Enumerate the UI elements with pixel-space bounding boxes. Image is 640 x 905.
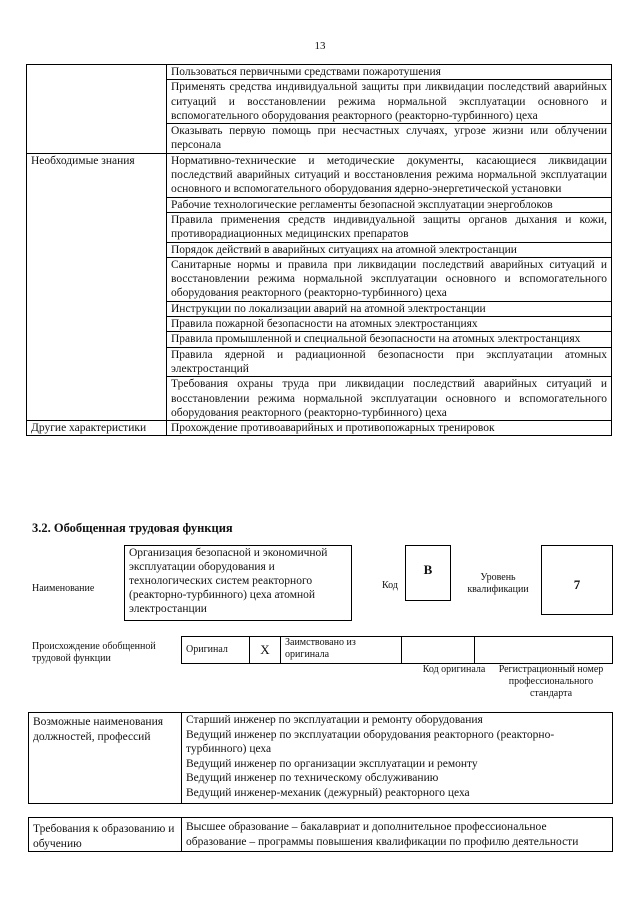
table-cell: Санитарные нормы и правила при ликвидации последствий аварийных ситуаций и восстановлении режима нормальной эксплуатации основного и вспомогательного оборудования реакторного (реакторно-турбинного) цеха: [167, 257, 612, 301]
table-cell: Пользоваться первичными средствами пожаротушения: [167, 65, 612, 80]
row-label-other: Другие характеристики: [27, 421, 167, 436]
section-heading: 3.2. Обобщенная трудовая функция: [32, 521, 233, 535]
origin-label: Происхождение обобщенной трудовой функции: [32, 641, 156, 664]
education-table: [28, 817, 613, 852]
position-item: Ведущий инженер-механик (дежурный) реакторного цеха: [182, 786, 613, 803]
level-value: 7: [573, 577, 581, 592]
original-code-cell: [402, 637, 475, 664]
original-label: Оригинал: [182, 637, 250, 664]
position-item: Ведущий инженер по эксплуатации оборудования реакторного (реакторно-турбинного) цеха: [182, 728, 613, 757]
row-label-knowledge: Необходимые знания: [27, 153, 167, 420]
table-cell: Инструкции по локализации аварий на атомной электростанции: [167, 301, 612, 316]
education-value: Высшее образование – бакалавриат и дополнительное профессиональное образование – программы повышения квалификации по профилю деятельности: [182, 818, 613, 852]
table-cell: Применять средства индивидуальной защиты при ликвидации последствий аварийных ситуаций и восстановлении режима нормальной эксплуатации основного и вспомогательного оборудования реакторного (реакторно-турбинного) цеха: [167, 80, 612, 124]
table-cell: Прохождение противоаварийных и противопожарных тренировок: [167, 421, 612, 436]
table-cell: Правила применения средств индивидуальной защиты органов дыхания и кожи, противорадиационных медицинских препаратов: [167, 212, 612, 242]
table-cell: Правила пожарной безопасности на атомных электростанциях: [167, 317, 612, 332]
level-box: [541, 545, 613, 615]
code-caption: Код оригинала: [422, 664, 486, 675]
table-cell: Рабочие технологические регламенты безопасной эксплуатации энергоблоков: [167, 197, 612, 212]
regnum-caption: Регистрационный номер профессионального стандарта: [498, 664, 604, 699]
table-cell: Нормативно-технические и методические документы, касающиеся ликвидации последствий аварийных ситуаций и восстановления режима нормальной эксплуатации основного и вспомогательного оборудования ядерно-энергетической установки: [167, 153, 612, 197]
row-label: [27, 65, 167, 154]
position-item: Старший инженер по эксплуатации и ремонту оборудования: [182, 713, 613, 728]
code-box: [405, 545, 451, 601]
function-name-box: [124, 545, 352, 621]
education-label: Требования к образованию и обучению: [29, 818, 182, 852]
table-cell: Требования охраны труда при ликвидации последствий аварийных ситуаций и восстановлении режима нормальной эксплуатации основного и вспомогательного оборудования реакторного (реакторно-турбинного) цеха: [167, 377, 612, 421]
function-name: Организация безопасной и экономичной эксплуатации оборудования и технологических систем реакторного (реакторно-турбинного) цеха атомной электростанции: [129, 547, 328, 615]
original-mark: X: [250, 637, 281, 664]
code-label: Код: [382, 580, 398, 591]
borrowed-label: Заимствовано из оригинала: [281, 637, 402, 664]
name-label: Наименование: [32, 583, 95, 594]
regnum-cell: [475, 637, 613, 664]
code-value: B: [423, 562, 433, 577]
skills-knowledge-table: [26, 64, 612, 436]
table-row: [27, 421, 612, 436]
table-cell: Оказывать первую помощь при несчастных случаях, угрозе жизни или облучении персонала: [167, 124, 612, 154]
table-row: [27, 65, 612, 80]
table-cell: Порядок действий в аварийных ситуациях на атомной электростанции: [167, 242, 612, 257]
positions-label: Возможные наименования должностей, профессий: [29, 713, 182, 804]
positions-table: [28, 712, 613, 804]
table-row: [27, 153, 612, 197]
page-number: 13: [314, 40, 326, 52]
origin-table: [181, 636, 613, 664]
table-cell: Правила промышленной и специальной безопасности на атомных электростанциях: [167, 332, 612, 347]
position-item: Ведущий инженер по техническому обслуживанию: [182, 771, 613, 786]
position-item: Ведущий инженер по организации эксплуатации и ремонту: [182, 757, 613, 772]
table-cell: Правила ядерной и радиационной безопасности при эксплуатации атомных электростанций: [167, 347, 612, 377]
level-label: Уровень квалификации: [467, 572, 529, 595]
